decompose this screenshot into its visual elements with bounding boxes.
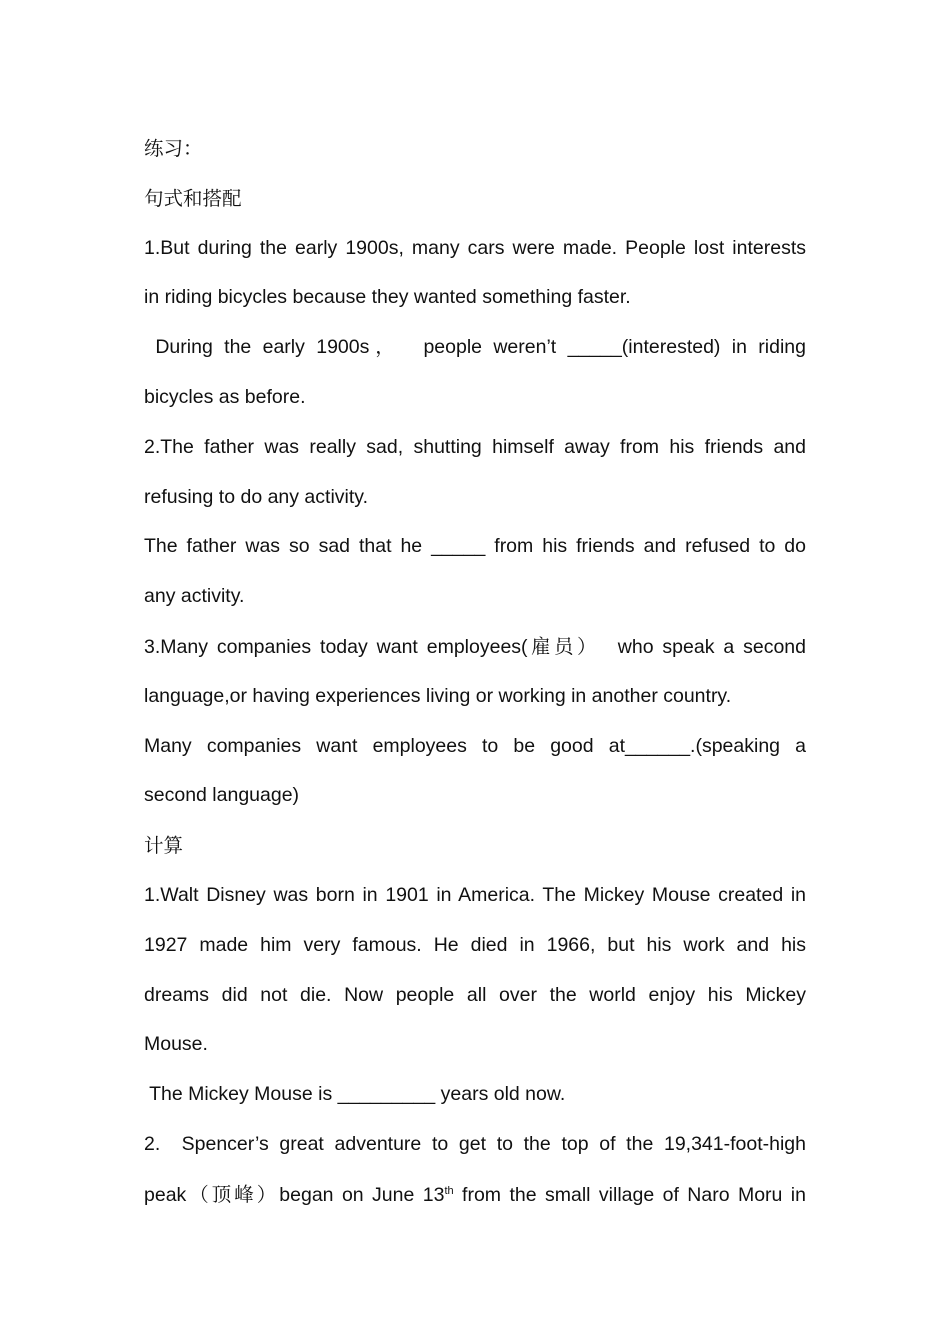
item3-line4: second language) bbox=[144, 784, 300, 807]
calc1-line3: dreams did not die. Now people all over the world enjoy his Mickey bbox=[144, 983, 806, 1006]
item3-line2: language,or having experiences living or working in another country. bbox=[144, 684, 732, 707]
item1-line4: bicycles as before. bbox=[144, 385, 306, 408]
calc1-line4: Mouse. bbox=[144, 1033, 208, 1056]
calc2-line2-c: from the small village of Naro Moru in bbox=[453, 1183, 806, 1206]
item1-line2: in riding bicycles because they wanted something faster. bbox=[144, 286, 631, 309]
item2-line1: 2.The father was really sad, shutting himself away from his friends and bbox=[144, 435, 806, 458]
item3-line3: Many companies want employees to be good at______.(speaking a bbox=[144, 734, 806, 757]
section-heading-patterns: 句式和搭配 bbox=[144, 186, 242, 210]
calc2-line2 bbox=[144, 1170, 806, 1220]
calc2-line2-sup: th bbox=[444, 1184, 454, 1197]
item3-line1-en: 3.Many companies today want employees( bbox=[144, 635, 528, 658]
item3-line1-rest: who speak a second bbox=[599, 635, 806, 658]
item1-line3: During the early 1900s， people weren’t _____(interested) in riding bbox=[144, 336, 806, 359]
item1-line1: 1.But during the early 1900s, many cars were made. People lost interests bbox=[144, 236, 806, 259]
calc2-line2-a: peak bbox=[144, 1183, 187, 1206]
calc2-line2-cn: （顶峰） bbox=[186, 1182, 280, 1206]
document-page bbox=[144, 124, 806, 1220]
calc1-line1: 1.Walt Disney was born in 1901 in America. The Mickey Mouse created in bbox=[144, 883, 806, 906]
calc1-line2: 1927 made him very famous. He died in 1966, but his work and his bbox=[144, 933, 806, 956]
item3-line1 bbox=[144, 622, 806, 672]
item2-line4: any activity. bbox=[144, 585, 245, 608]
calc1-line5: The Mickey Mouse is _________ years old now. bbox=[144, 1083, 566, 1106]
exercise-heading: 练习： bbox=[144, 137, 203, 160]
item3-line1-cn: 雇员） bbox=[527, 634, 600, 658]
calc2-line2-b: began on June 13 bbox=[279, 1183, 445, 1206]
section-heading-calculation: 计算 bbox=[144, 834, 184, 858]
item2-line2: refusing to do any activity. bbox=[144, 485, 369, 508]
calc2-line1: 2. Spencer’s great adventure to get to the top of the 19,341-foot-high bbox=[144, 1132, 806, 1155]
item2-line3: The father was so sad that he _____ from his friends and refused to do bbox=[144, 535, 806, 558]
